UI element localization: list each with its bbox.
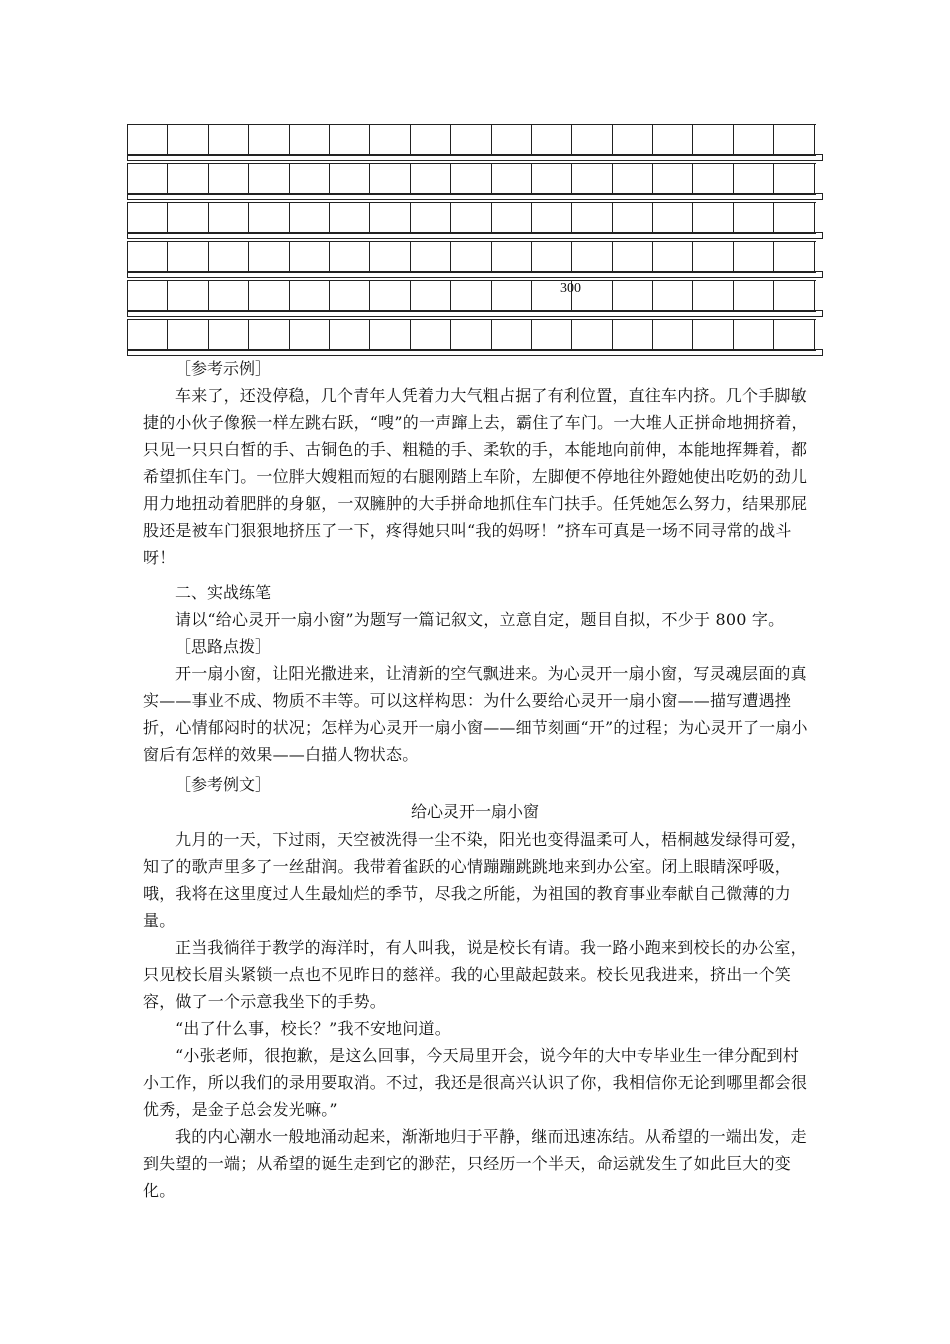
grid-cell [168,242,208,272]
grid-cell [290,320,330,350]
grid-row [127,163,816,195]
grid-cell [370,164,410,194]
grid-cell [209,164,249,194]
grid-row-separator [127,232,823,239]
grid-cell [693,164,733,194]
grid-cell [330,125,370,155]
grid-cell [653,203,693,233]
grid-cell [613,164,653,194]
grid-cell [774,242,814,272]
grid-cell [492,281,532,311]
grid-cell [653,125,693,155]
grid-cell [411,164,451,194]
grid-row-separator [127,271,823,278]
grid-cell [613,203,653,233]
grid-cell [774,164,814,194]
grid-cell [370,125,410,155]
grid-row-separator [127,349,823,356]
grid-cell [734,242,774,272]
grid-cell [370,242,410,272]
hint-paragraph [143,660,815,768]
grid-cell [532,242,572,272]
grid-cell [209,242,249,272]
grid-cell [613,320,653,350]
grid-cell [492,203,532,233]
ref-example-text: 车来了，还没停稳，几个青年人凭着力大气粗占据了有利位置，直往车内挤。几个手脚敏捷的小伙子像猴一样左跳右跃，“嗖”的一声蹿上去，霸住了车门。一大堆人正拼命地拥挤着，只见一只只白皙的手、古铜色的手、粗糙的手、柔软的手，本能地向前伸，本能地挥舞着，都希望抓住车门。一位胖大嫂粗而短的右腿刚踏上车阶，左脚便不停地往外蹬她使出吃奶的劲儿用力地扭动着肥胖的身躯，一双臃肿的大手拼命地抓住车门扶手。任凭她怎么努力，结果那屁股还是被车门狠狠地挤压了一下，疼得她只叫“我的妈呀！”挤车可真是一场不同寻常的战斗呀！ [143,386,808,567]
essay-paragraph-4: “小张老师，很抱歉，是这么回事，今天局里开会，说今年的大中专毕业生一律分配到村小工作，所以我们的录用要取消。不过，我还是很高兴认识了你，我相信你无论到哪里都会很优秀，是金子总会发光嘛。” [143,1046,808,1119]
grid-cell [411,125,451,155]
grid-cell [411,281,451,311]
essay-paragraph-3: “出了什么事，校长？”我不安地问道。 [175,1019,451,1038]
grid-cell [209,281,249,311]
grid-row-separator [127,154,823,161]
grid-cell [249,242,289,272]
grid-cell [693,125,733,155]
grid-cell [572,242,612,272]
grid-cell [572,203,612,233]
grid-cell [168,125,208,155]
grid-cell [330,164,370,194]
grid-cell [451,203,491,233]
grid-cell [693,242,733,272]
grid-cell [532,125,572,155]
grid-cell [168,203,208,233]
grid-cell [613,242,653,272]
grid-cell [734,164,774,194]
grid-cell [451,125,491,155]
grid-cell [532,320,572,350]
ref-example-paragraph [143,382,815,571]
grid-cell [168,320,208,350]
grid-cell [370,203,410,233]
hint-label: ［思路点拨］ [175,637,272,656]
grid-cell [693,320,733,350]
grid-cell [290,125,330,155]
grid-cell [492,125,532,155]
essay-body [143,826,815,1204]
grid-cell [168,281,208,311]
grid-cell [653,320,693,350]
grid-cell [451,242,491,272]
grid-row [127,319,816,351]
grid-cell [492,242,532,272]
grid-cell [249,281,289,311]
grid-cell [128,320,168,350]
grid-cell [613,125,653,155]
grid-cell [492,164,532,194]
grid-cell [370,281,410,311]
grid-cell [290,242,330,272]
grid-cell [774,125,814,155]
grid-cell [572,125,612,155]
grid-row [127,241,816,273]
grid-cell [290,203,330,233]
grid-cell [532,164,572,194]
essay-paragraph-5: 我的内心潮水一般地涌动起来，渐渐地归于平静，继而迅速冻结。从希望的一端出发，走到失望的一端；从希望的诞生走到它的渺茫，只经历一个半天，命运就发生了如此巨大的变化。 [143,1127,807,1200]
word-count-marker: 300 [560,281,581,296]
grid-cell [734,203,774,233]
grid-cell [774,320,814,350]
essay-paragraph-1: 九月的一天，下过雨，天空被洗得一尘不染，阳光也变得温柔可人，梧桐越发绿得可爱，知了的歌声里多了一丝甜润。我带着雀跃的心情蹦蹦跳跳地来到办公室。闭上眼睛深呼吸，哦，我将在这里度过人生最灿烂的季节，尽我之所能，为祖国的教育事业奉献自己微薄的力量。 [143,830,807,930]
grid-cell [653,164,693,194]
grid-cell [128,281,168,311]
grid-cell [492,320,532,350]
grid-cell [209,320,249,350]
grid-cell [411,320,451,350]
grid-cell [653,242,693,272]
grid-cell [734,281,774,311]
grid-cell [693,281,733,311]
essay-paragraph-2: 正当我徜徉于教学的海洋时，有人叫我，说是校长有请。我一路小跑来到校长的办公室，只见校长眉头紧锁一点也不见昨日的慈祥。我的心里敲起鼓来。校长见我进来，挤出一个笑容，做了一个示意我坐下的手势。 [143,938,807,1011]
grid-cell [451,164,491,194]
grid-cell [693,203,733,233]
grid-cell [330,281,370,311]
grid-cell [249,125,289,155]
grid-row [127,124,816,156]
ref-example-label: ［参考示例］ [175,359,272,378]
grid-cell [209,203,249,233]
grid-cell [330,242,370,272]
grid-cell [249,320,289,350]
grid-cell [168,164,208,194]
grid-row-separator [127,193,823,200]
grid-cell [128,203,168,233]
essay-label: ［参考例文］ [175,775,272,794]
grid-cell [128,164,168,194]
grid-cell [330,320,370,350]
grid-cell [330,203,370,233]
grid-cell [613,281,653,311]
essay-title: 给心灵开一扇小窗 [410,802,539,821]
grid-cell [411,242,451,272]
grid-cell [734,320,774,350]
grid-cell [774,203,814,233]
grid-cell [128,125,168,155]
grid-cell [451,320,491,350]
practice-prompt-paragraph [143,606,815,633]
grid-row [127,202,816,234]
grid-cell [572,320,612,350]
grid-cell [572,164,612,194]
grid-cell [209,125,249,155]
grid-cell [370,320,410,350]
hint-text: 开一扇小窗，让阳光撒进来，让清新的空气飘进来。为心灵开一扇小窗，写灵魂层面的真实——事业不成、物质不丰等。可以这样构思：为什么要给心灵开一扇小窗——描写遭遇挫折，心情郁闷时的状况；怎样为心灵开一扇小窗——细节刻画“开”的过程；为心灵开了一扇小窗后有怎样的效果——白描人物状态。 [143,664,808,764]
grid-cell [774,281,814,311]
grid-cell [128,242,168,272]
practice-prompt: 请以“给心灵开一扇小窗”为题写一篇记叙文，立意自定，题目自拟，不少于 800 字。 [175,610,785,629]
grid-cell [290,164,330,194]
practice-heading: 二、实战练笔 [175,583,272,602]
grid-cell [451,281,491,311]
grid-cell [249,203,289,233]
grid-cell [734,125,774,155]
grid-cell [290,281,330,311]
grid-cell [249,164,289,194]
grid-cell [532,203,572,233]
grid-cell [653,281,693,311]
grid-cell [411,203,451,233]
grid-row [127,280,816,312]
grid-row-separator [127,310,823,317]
